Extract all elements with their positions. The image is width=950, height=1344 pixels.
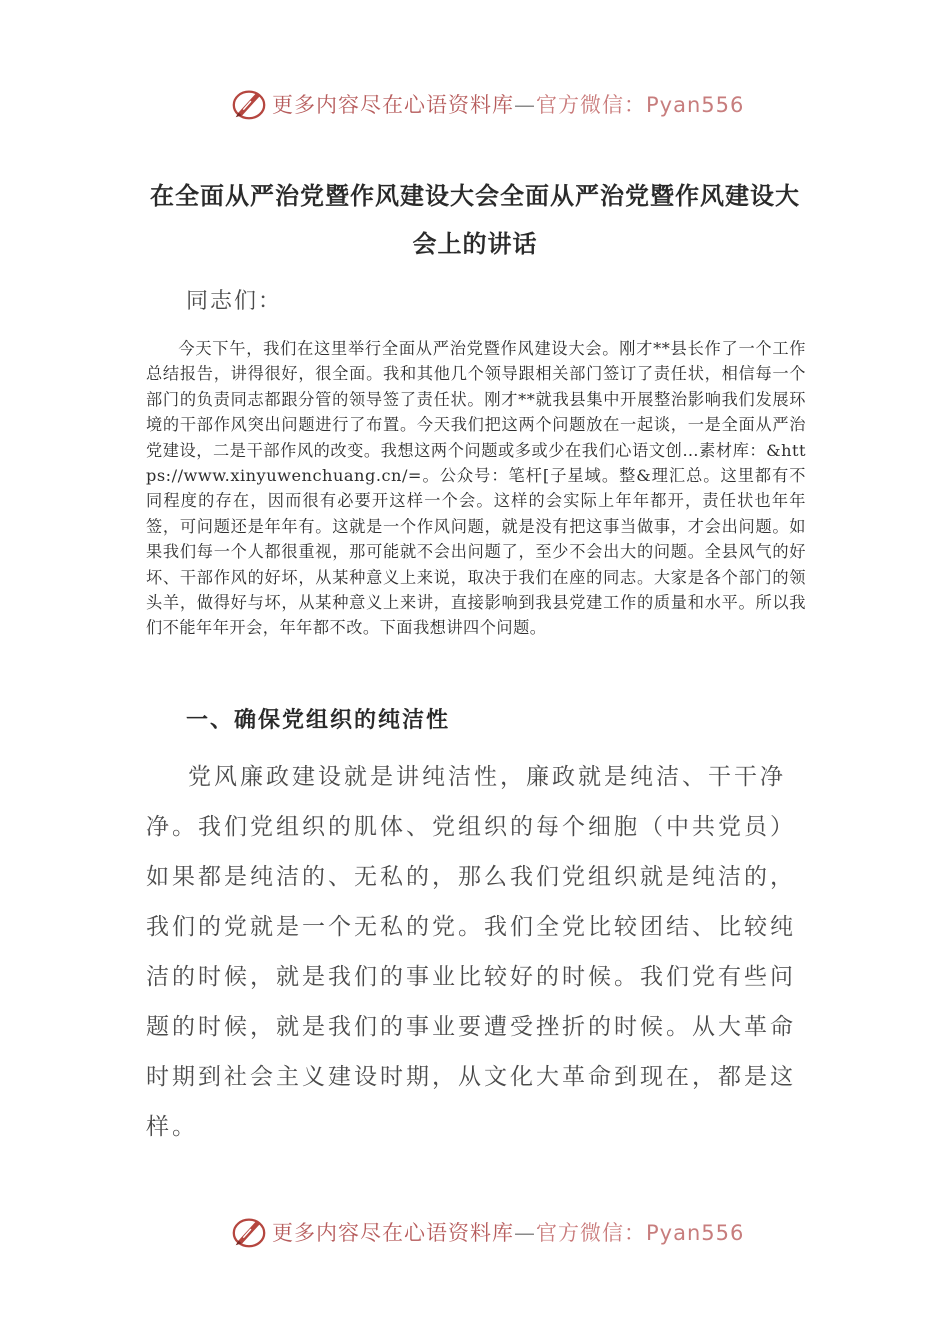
watermark-wechat-id: Pyan556 [646,93,745,117]
watermark-wechat-id: Pyan556 [646,1221,745,1245]
watermark-main: 更多内容尽在心语资料库 [272,1221,514,1245]
intro-paragraph: 今天下午，我们在这里举行全面从严治党暨作风建设大会。刚才**县长作了一个工作总结报告，讲得很好，很全面。我和其他几个领导跟相关部门签订了责任状，相信每一个部门的负责同志都跟分管的领导签了责任状。刚才**就我县集中开展整治影响我们发展环境的干部作风突出问题进行了布置。今天我们把这两个问题放在一起谈，一是全面从严治党建设，二是干部作风的改变。我想这两个问题或多或少在我们心语文创…素材库：&https://www.xinyuwenchuang.cn/=。公众号：笔杆[子星域。整&理汇总。这里都有不同程度的存在，因而很有必要开这样一个会。这样的会实际上年年都开，责任状也年年签，可问题还是年年有。这就是一个作风问题，就是没有把这事当做事，才会出问题。如果我们每一个人都很重视，那可能就不会出问题了，至少不会出大的问题。全县风气的好坏、干部作风的好坏，从某种意义上来说，取决于我们在座的同志。大家是各个部门的领头羊，做得好与坏，从某种意义上来讲，直接影响到我县党建工作的质量和水平。所以我们不能年年开会，年年都不改。下面我想讲四个问题。 [146,339,806,638]
section-heading-1: 一、确保党组织的纯洁性 [186,708,451,733]
header-watermark [230,82,750,126]
footer-watermark [230,1210,750,1254]
salutation: 同志们： [186,289,283,314]
watermark-text [272,1217,744,1247]
document-title: 在全面从严治党暨作风建设大会全面从严治党暨作风建设大会上的讲话 [150,182,800,258]
pen-logo-icon [230,85,268,123]
pen-logo-icon [230,1213,268,1251]
watermark-separator: — [514,93,536,117]
watermark-wechat-label: 官方微信： [536,93,646,117]
watermark-separator: — [514,1221,536,1245]
section-1-paragraph: 党风廉政建设就是讲纯洁性，廉政就是纯洁、干干净净。我们党组织的肌体、党组织的每个细胞（中共党员）如果都是纯洁的、无私的，那么我们党组织就是纯洁的，我们的党就是一个无私的党。我们全党比较团结、比较纯洁的时候，就是我们的事业比较好的时候。我们党有些问题的时候，就是我们的事业要遭受挫折的时候。从大革命时期到社会主义建设时期，从文化大革命到现在，都是这样。 [146,764,796,1140]
watermark-wechat-label: 官方微信： [536,1221,646,1245]
watermark-text [272,89,744,119]
watermark-main: 更多内容尽在心语资料库 [272,93,514,117]
